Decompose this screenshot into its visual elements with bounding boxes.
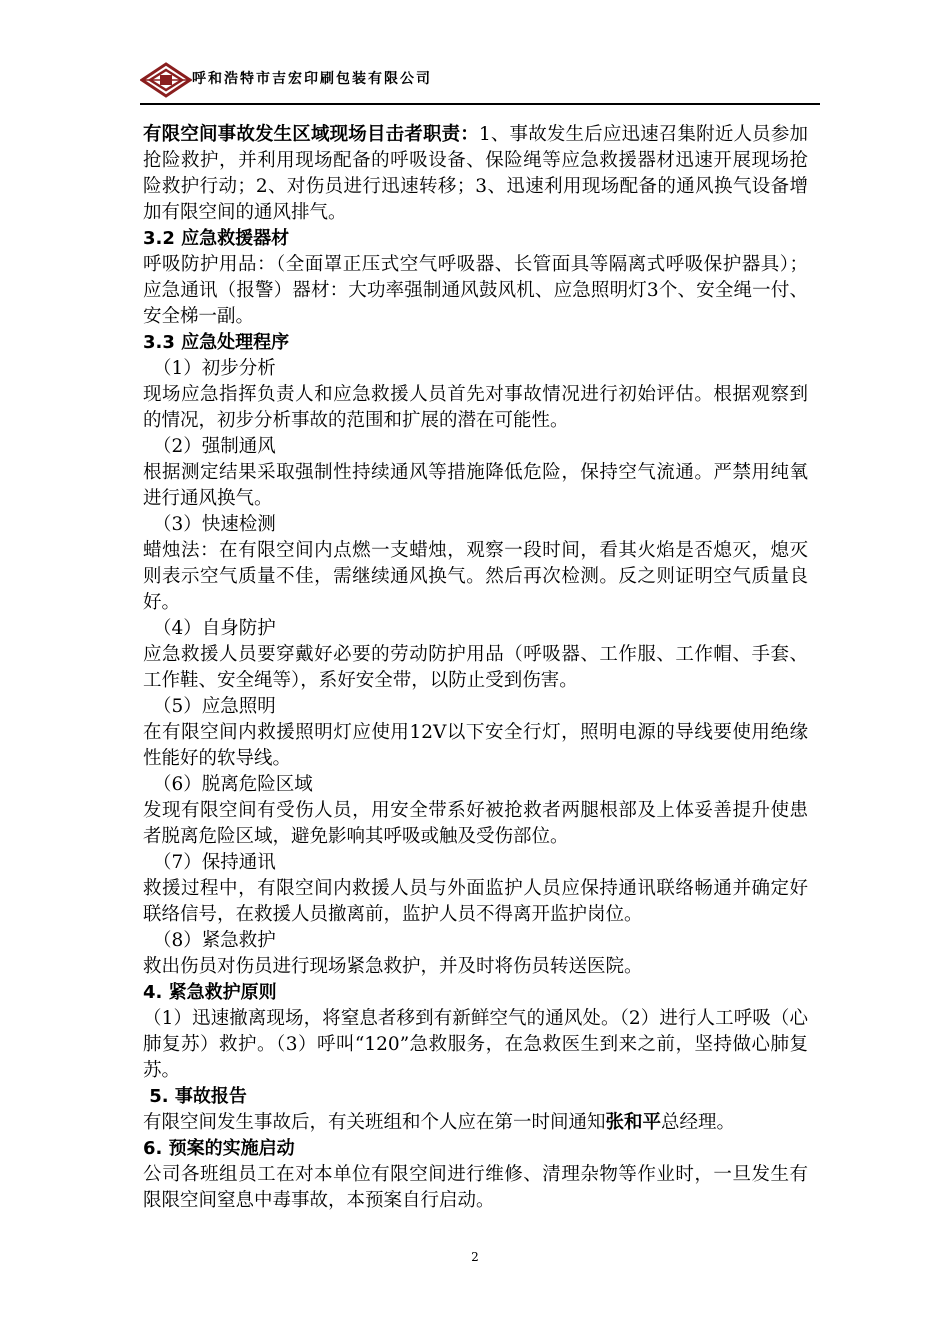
company-name: 呼和浩特市吉宏印刷包装有限公司 [192, 71, 432, 87]
section-3-2-text: 呼吸防护用品：（全面罩正压式空气呼吸器、长管面具等隔离式呼吸保护器具）；应急通讯（报警）器材：大功率强制通风鼓风机、应急照明灯3个、安全绳一付、安全梯一副。 [143, 254, 808, 327]
step-text: 根据测定结果采取强制性持续通风等措施降低危险，保持空气流通。严禁用纯氧进行通风换气。 [143, 462, 808, 509]
step-text: 在有限空间内救援照明灯应使用12V以下安全行灯，照明电源的导线要使用绝缘性能好的软导线。 [143, 722, 808, 769]
document-body [143, 122, 808, 1214]
step-title: （3）快速检测 [153, 514, 276, 535]
company-logo-icon [140, 62, 192, 98]
step-text: 救出伤员对伤员进行现场紧急救护，并及时将伤员转送医院。 [143, 956, 643, 977]
section-4-heading: 4. 紧急救护原则 [143, 982, 277, 1003]
page-number: 2 [471, 1250, 479, 1264]
step-title: （6）脱离危险区域 [153, 774, 313, 795]
step-title: （1）初步分析 [153, 358, 276, 379]
step-title: （8）紧急救护 [153, 930, 276, 951]
section-6-text: 公司各班组员工在对本单位有限空间进行维修、清理杂物等作业时，一旦发生有限限空间窒息中毒事故，本预案自行启动。 [143, 1164, 808, 1211]
witness-title: 有限空间事故发生区域现场目击者职责： [143, 124, 479, 145]
page-header [140, 62, 820, 102]
step-text: 应急救援人员要穿戴好必要的劳动防护用品（呼吸器、工作服、工作帽、手套、工作鞋、安全绳等），系好安全带，以防止受到伤害。 [143, 644, 808, 691]
section-5-text-before: 有限空间发生事故后，有关班组和个人应在第一时间通知 [143, 1112, 606, 1133]
step-title: （4）自身防护 [153, 618, 276, 639]
header-divider [140, 103, 820, 105]
witness-text: 1、事故发生后应迅速召集附近人员参加抢险救护，并利用现场配备的呼吸设备、保险绳等应急救援器材迅速开展现场抢险救护行动；2、对伤员进行迅速转移；3、迅速利用现场配备的通风换气设备增加有限空间的通风排气。 [143, 124, 808, 223]
section-5-text [143, 1110, 808, 1136]
step-title: （5）应急照明 [153, 696, 276, 717]
section-5-text-after: 总经理。 [661, 1112, 736, 1133]
step-text: 救援过程中，有限空间内救援人员与外面监护人员应保持通讯联络畅通并确定好联络信号，在救援人员撤离前，监护人员不得离开监护岗位。 [143, 878, 808, 925]
section-3-3-heading: 3.3 应急处理程序 [143, 332, 290, 353]
section-6-heading: 6. 预案的实施启动 [143, 1138, 295, 1159]
section-5-heading: 5. 事故报告 [143, 1086, 247, 1107]
section-3-2-heading: 3.2 应急救援器材 [143, 228, 290, 249]
step-text: 蜡烛法：在有限空间内点燃一支蜡烛，观察一段时间，看其火焰是否熄灭，熄灭则表示空气质量不佳，需继续通风换气。然后再次检测。反之则证明空气质量良好。 [143, 540, 808, 613]
section-4-text: （1）迅速撤离现场，将窒息者移到有新鲜空气的通风处。（2）进行人工呼吸（心肺复苏）救护。（3）呼叫“120”急救服务，在急救医生到来之前，坚持做心肺复苏。 [143, 1008, 808, 1081]
manager-name: 张和平 [605, 1112, 662, 1133]
step-title: （7）保持通讯 [153, 852, 276, 873]
witness-paragraph [143, 122, 808, 226]
step-title: （2）强制通风 [153, 436, 276, 457]
step-text: 现场应急指挥负责人和应急救援人员首先对事故情况进行初始评估。根据观察到的情况，初步分析事故的范围和扩展的潜在可能性。 [143, 384, 808, 431]
step-text: 发现有限空间有受伤人员，用安全带系好被抢救者两腿根部及上体妥善提升使患者脱离危险区域，避免影响其呼吸或触及受伤部位。 [143, 800, 808, 847]
